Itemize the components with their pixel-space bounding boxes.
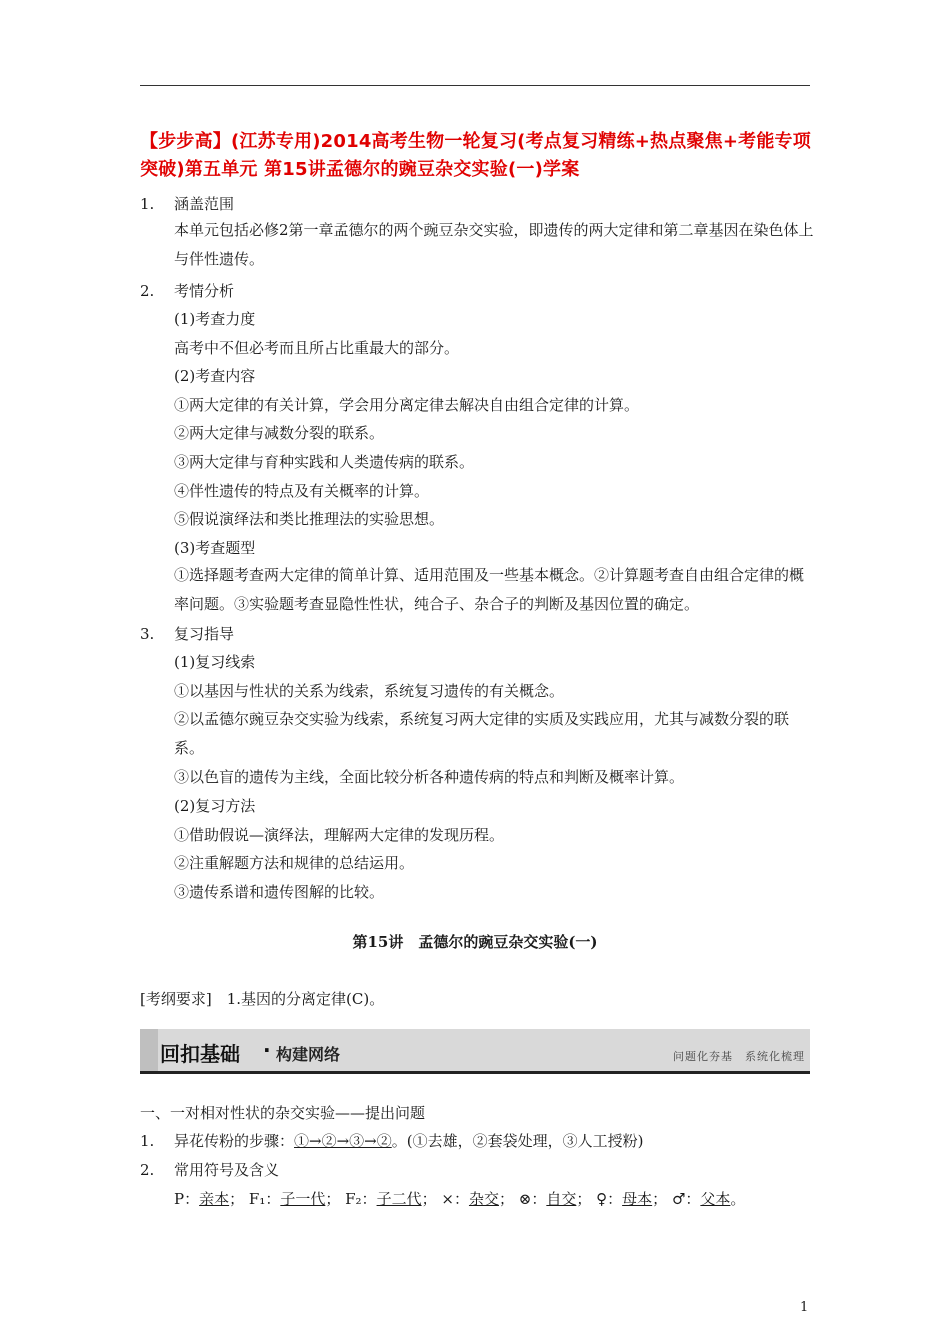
section-2-sub1-heading: (1)考查力度	[174, 310, 256, 328]
section-3-sub1-heading: (1)复习线索	[174, 653, 256, 671]
section-2-sub1-body: 高考中不但必考而且所占比重最大的部分。	[174, 339, 460, 357]
section-1-heading: 涵盖范围	[174, 195, 235, 213]
symbol-meaning: 子一代	[280, 1190, 326, 1208]
list-item: ⑤假说演绎法和类比推理法的实验思想。	[174, 510, 445, 528]
part-1-item-1-number: 1.	[140, 1132, 155, 1150]
symbol-meaning: 子二代	[376, 1190, 422, 1208]
symbol-list: P：亲本； F₁：子一代； F₂：子二代； ×：杂交； ⊗：自交； ♀：母本； ♂：父本。	[174, 1190, 746, 1208]
item-prefix: 异花传粉的步骤：	[174, 1132, 295, 1150]
list-item: ①以基因与性状的关系为线索，系统复习遗传的有关概念。	[174, 682, 565, 700]
section-3-number: 3.	[140, 625, 155, 643]
section-2-sub3-body: ①选择题考查两大定律的简单计算、适用范围及一些基本概念。②计算题考查自由组合定律的概率问题。③实验题考查显隐性性状，纯合子、杂合子的判断及基因位置的确定。	[174, 566, 805, 613]
symbol: F₁：	[248, 1190, 281, 1208]
symbol-meaning: 母本	[622, 1190, 653, 1208]
symbol: F₂：	[345, 1190, 377, 1208]
lecture-title: 第15讲 孟德尔的豌豆杂交实验(一)	[352, 933, 598, 951]
section-2-heading: 考情分析	[174, 282, 235, 300]
list-item: ③两大定律与育种实践和人类遗传病的联系。	[174, 453, 475, 471]
list-item: ②两大定律与减数分裂的联系。	[174, 424, 385, 442]
section-2-sub2-heading: (2)考查内容	[174, 367, 256, 385]
list-item: ②注重解题方法和规律的总结运用。	[174, 854, 415, 872]
banner-tagline: 问题化夯基 系统化梳理	[673, 1050, 805, 1063]
item-suffix: 。(①去雄，②套袋处理，③人工授粉)	[391, 1132, 644, 1150]
answer-blank: ①→②→③→②	[294, 1132, 392, 1150]
list-item: ③遗传系谱和遗传图解的比较。	[174, 883, 385, 901]
list-item: ②以孟德尔豌豆杂交实验为线索，系统复习两大定律的实质及实践应用，尤其与减数分裂的联系。	[174, 710, 790, 757]
banner-separator: ·	[263, 1038, 271, 1062]
document-title: 【步步高】(江苏专用)2014高考生物一轮复习(考点复习精练+热点聚焦+考能专项突破)第五单元 第15讲孟德尔的豌豆杂交实验(一)学案	[140, 131, 811, 180]
section-2-sub3-heading: (3)考查题型	[174, 539, 256, 557]
symbol: P：	[174, 1190, 200, 1208]
symbol-meaning: 自交	[546, 1190, 577, 1208]
header-rule	[140, 85, 810, 86]
section-3-heading: 复习指导	[174, 625, 235, 643]
section-1-number: 1.	[140, 195, 155, 213]
list-item: ③以色盲的遗传为主线，全面比较分析各种遗传病的特点和判断及概率计算。	[174, 768, 685, 786]
syllabus-requirement: [考纲要求] 1.基因的分离定律(C)。	[140, 990, 385, 1008]
part-1-item-2-heading: 常用符号及含义	[174, 1161, 280, 1179]
banner-subtitle: 构建网络	[276, 1045, 341, 1064]
banner-title: 回扣基础	[160, 1042, 240, 1066]
part-1-item-2-number: 2.	[140, 1161, 155, 1179]
list-item: ①借助假说—演绎法，理解两大定律的发现历程。	[174, 826, 505, 844]
part-1-item-1	[174, 1131, 643, 1151]
symbol: ♀：	[596, 1190, 623, 1208]
banner-accent	[140, 1029, 158, 1071]
list-item: ①两大定律的有关计算，学会用分离定律去解决自由组合定律的计算。	[174, 396, 640, 414]
list-item: ④伴性遗传的特点及有关概率的计算。	[174, 482, 430, 500]
symbol: ⊗：	[518, 1190, 547, 1208]
symbol-meaning: 杂交	[468, 1190, 499, 1208]
part-1-heading: 一、一对相对性状的杂交实验——提出问题	[140, 1104, 426, 1122]
symbol: ♂：	[671, 1190, 701, 1208]
page-number: 1	[800, 1300, 809, 1315]
symbol-meaning: 亲本	[199, 1190, 230, 1208]
section-2-number: 2.	[140, 282, 155, 300]
symbol-meaning: 父本	[700, 1190, 731, 1208]
section-1-body: 本单元包括必修2第一章孟德尔的两个豌豆杂交实验，即遗传的两大定律和第二章基因在染色体上与伴性遗传。	[174, 221, 814, 268]
section-3-sub2-heading: (2)复习方法	[174, 797, 256, 815]
symbol: ×：	[441, 1190, 469, 1208]
